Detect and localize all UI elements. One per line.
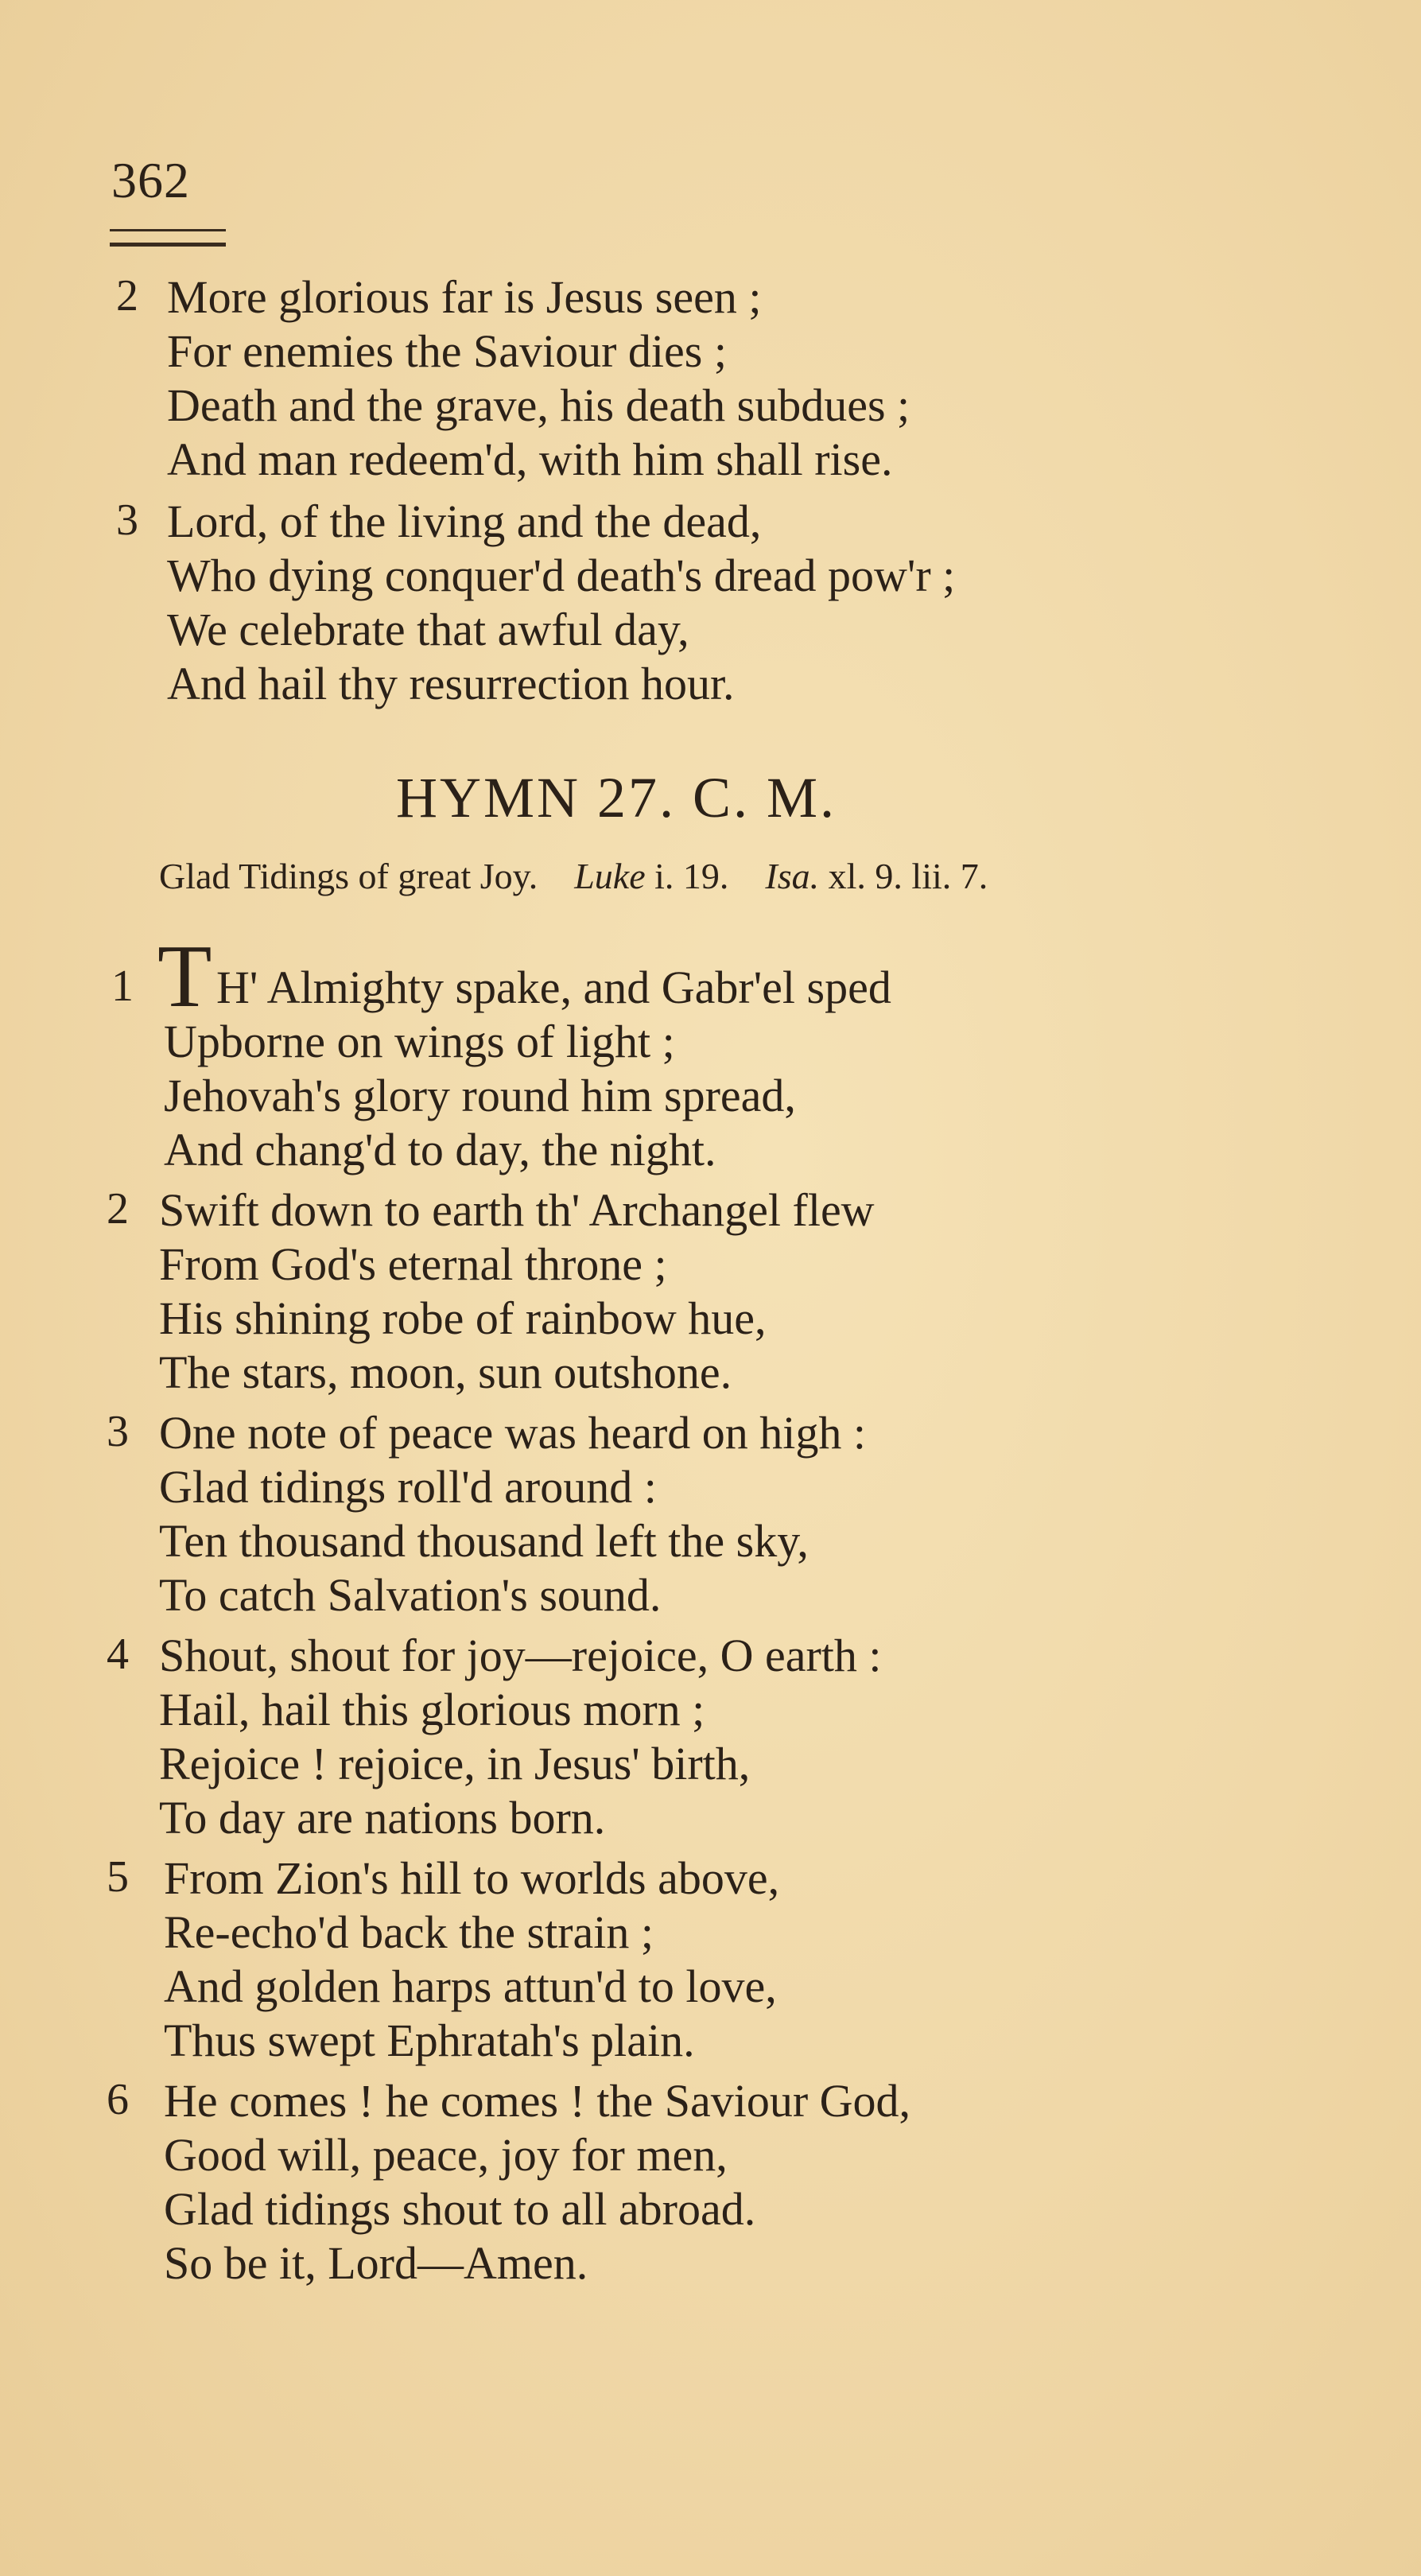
verse-line: His shining robe of rainbow hue,: [159, 1292, 767, 1344]
verse-line: More glorious far is Jesus seen ;: [167, 271, 762, 323]
subtitle-text: Glad Tidings of great Joy.: [159, 856, 538, 896]
verse-line: One note of peace was heard on high :: [159, 1407, 867, 1459]
verse-line: Good will, peace, joy for men,: [164, 2129, 728, 2181]
verse-number: 3: [107, 1407, 129, 1456]
scripture-ref-book-2: Isa.: [765, 856, 820, 896]
verse-line: Glad tidings shout to all abroad.: [164, 2183, 756, 2235]
verse-number: 6: [107, 2075, 129, 2124]
verse-number: 3: [116, 495, 138, 545]
verse-line: Glad tidings roll'd around :: [159, 1461, 657, 1513]
verse-line: Jehovah's glory round him spread,: [164, 1070, 796, 1121]
verse-line: Shout, shout for joy—rejoice, O earth :: [159, 1630, 882, 1681]
verse-line: Death and the grave, his death subdues ;: [167, 379, 910, 431]
verse-line: And man redeem'd, with him shall rise.: [167, 433, 893, 485]
hymn-title: HYMN 27. C. M.: [396, 766, 837, 830]
verse-number: 4: [107, 1630, 129, 1679]
verse-number: 2: [116, 271, 138, 321]
verse-line: Hail, hail this glorious morn ;: [159, 1684, 705, 1735]
verse-number: 1: [111, 962, 134, 1011]
verse-line: And golden harps attun'd to love,: [164, 1960, 777, 2012]
verse-line: From God's eternal throne ;: [159, 1238, 667, 1290]
scripture-ref-2: xl. 9. lii. 7.: [828, 856, 988, 896]
hymn-subtitle: [159, 855, 988, 897]
verse-line: Swift down to earth th' Archangel flew: [159, 1184, 875, 1236]
scripture-ref-book-1: Luke: [574, 856, 646, 896]
header-rule: [110, 229, 226, 247]
verse-line: So be it, Lord—Amen.: [164, 2237, 588, 2289]
verse-line: And hail thy resurrection hour.: [167, 658, 735, 709]
verse-line: From Zion's hill to worlds above,: [164, 1852, 780, 1904]
verse-line: H' Almighty spake, and Gabr'el sped: [216, 962, 891, 1013]
drop-cap: T: [157, 927, 212, 1026]
verse-line: He comes ! he comes ! the Saviour God,: [164, 2075, 911, 2127]
verse-line: To catch Salvation's sound.: [159, 1569, 662, 1621]
verse-line: Thus swept Ephratah's plain.: [164, 2015, 695, 2066]
verse-line: Re-echo'd back the strain ;: [164, 1906, 654, 1958]
verse-number: 2: [107, 1184, 129, 1234]
verse-line: We celebrate that awful day,: [167, 604, 689, 655]
verse-line: Lord, of the living and the dead,: [167, 495, 762, 547]
verse-line: Ten thousand thousand left the sky,: [159, 1515, 809, 1567]
scripture-ref-1: i. 19.: [654, 856, 729, 896]
verse-number: 5: [107, 1852, 129, 1902]
verse-line: Upborne on wings of light ;: [164, 1016, 675, 1067]
page-number: 362: [111, 152, 190, 208]
verse-line: Who dying conquer'd death's dread pow'r ;: [167, 550, 956, 601]
verse-line: To day are nations born.: [159, 1792, 606, 1844]
verse-line: For enemies the Saviour dies ;: [167, 325, 727, 377]
verse-line: And chang'd to day, the night.: [164, 1124, 716, 1175]
verse-line: Rejoice ! rejoice, in Jesus' birth,: [159, 1738, 751, 1789]
verse-line: The stars, moon, sun outshone.: [159, 1346, 732, 1398]
